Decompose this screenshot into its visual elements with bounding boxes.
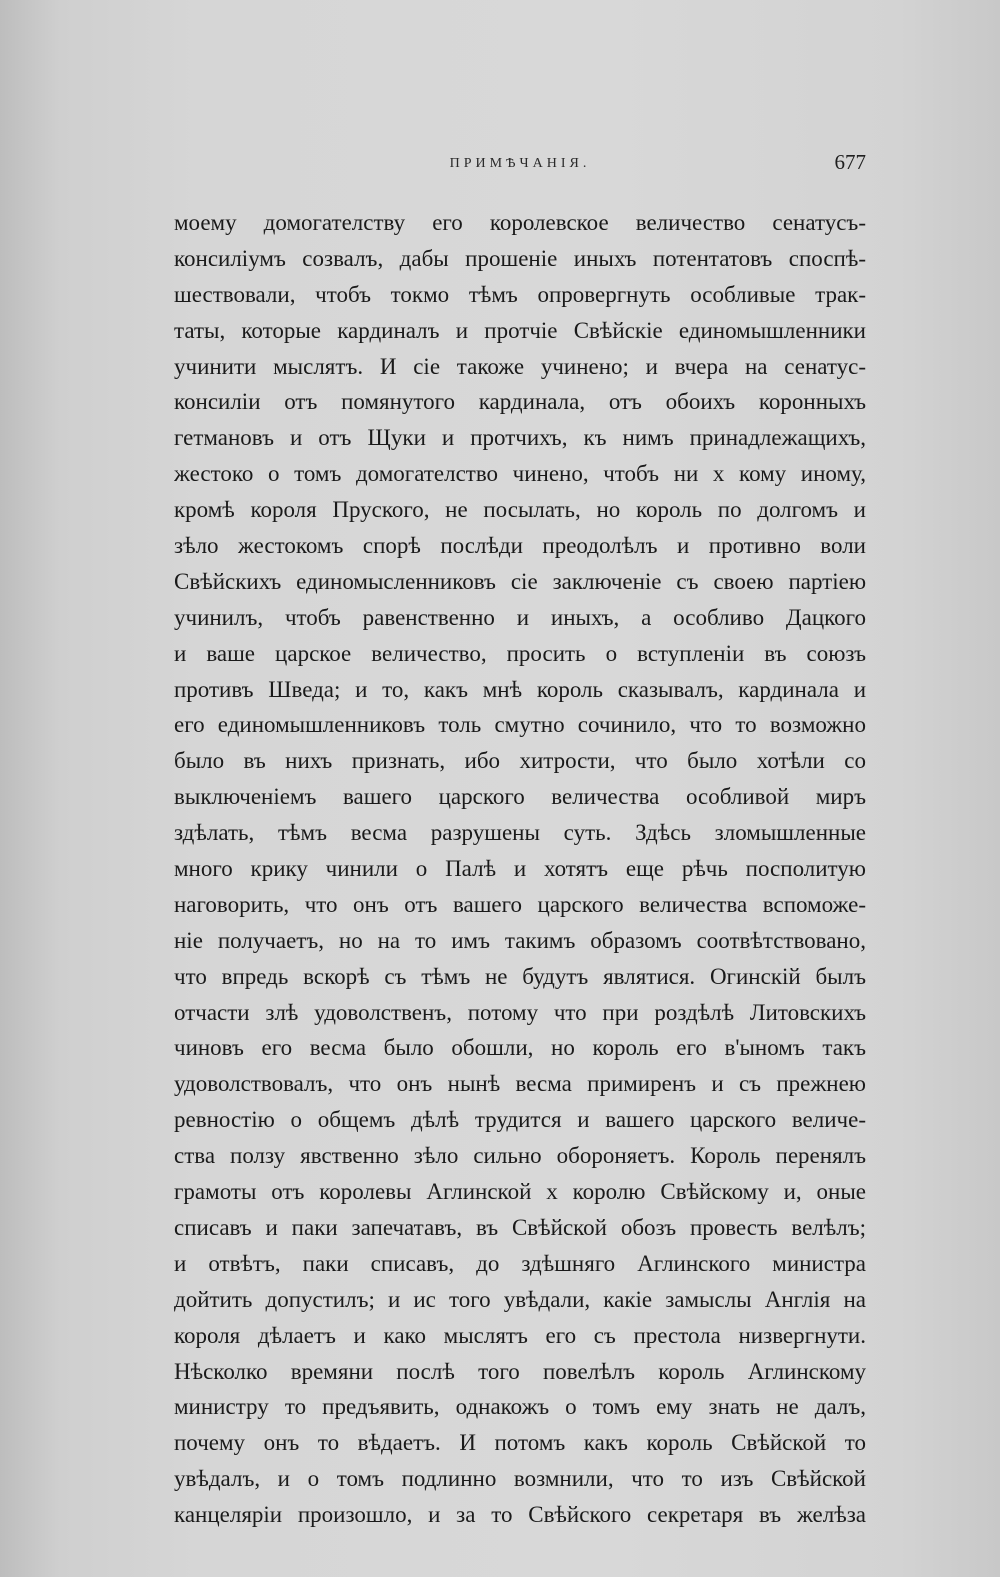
text-line: ства ползу явственно зѣло сильно обороняетъ. Король перенялъ xyxy=(174,1143,866,1169)
text-line: Свѣйскихъ единомысленниковъ сiе заключенiе съ своею партiею xyxy=(174,568,866,594)
text-line: здѣлать, тѣмъ весма разрушены суть. Здѣсь зломышленные xyxy=(174,820,866,846)
text-line: его единомышленниковъ толь смутно сочинило, что то возможно xyxy=(174,712,866,738)
text-line: выключенiемъ вашего царского величества особливой миръ xyxy=(174,784,866,810)
text-line: зѣло жестокомъ спорѣ послѣди преодолѣлъ и противно воли xyxy=(174,533,866,559)
text-line: грамоты отъ королевы Аглинской х королю Свѣйскому и, оные xyxy=(174,1179,866,1205)
text-line: консилiи отъ помянутого кардинала, отъ обоихъ коронныхъ xyxy=(174,389,866,415)
text-line: чиновъ его весма было обошли, но король его в'ыномъ такъ xyxy=(174,1035,866,1061)
text-line: нiе получаетъ, но на то имъ такимъ образомъ соотвѣтствовано, xyxy=(174,927,866,953)
text-line: моему домогателству его королевское величество сенатусъ- xyxy=(174,210,866,235)
text-line: и ваше царское величество, просить о вступленiи въ союзъ xyxy=(174,640,866,666)
section-title: ПРИМѢЧАНІЯ. xyxy=(449,156,591,171)
text-line: дойтить допустилъ; и ис того увѣдали, какiе замыслы Англiя на xyxy=(174,1286,866,1312)
text-line: что впредь вскорѣ съ тѣмъ не будутъ являтися. Огинскiй былъ xyxy=(174,963,866,989)
text-line: шествовали, чтобъ токмо тѣмъ опровергнуть особливые трак- xyxy=(174,281,866,307)
text-line: канцелярiи произошло, и за то Свѣйского секретаря въ желѣза xyxy=(174,1502,866,1528)
text-line: Нѣсколко времяни послѣ того повелѣлъ король Аглинскому xyxy=(174,1358,866,1384)
text-line: много крику чинили о Палѣ и хотятъ еще рѣчь посполитую xyxy=(174,856,866,882)
text-line: учинити мыслятъ. И сiе такоже учинено; и вчера на сенатус- xyxy=(174,353,866,379)
text-line: таты, которые кардиналъ и протчiе Свѣйскiе единомышленники xyxy=(174,317,866,343)
text-line: отчасти злѣ удоволственъ, потому что при роздѣлѣ Литовскихъ xyxy=(174,999,866,1025)
text-line: ревностiю о общемъ дѣлѣ трудится и вашего царского величе- xyxy=(174,1107,866,1133)
text-line: почему онъ то вѣдаетъ. И потомъ какъ король Свѣйской то xyxy=(174,1430,866,1456)
text-line: учинилъ, чтобъ равенственно и иныхъ, а особливо Дацкого xyxy=(174,604,866,630)
text-line: кромѣ короля Пруского, не посылать, но король по долгомъ и xyxy=(174,497,866,523)
text-line: списавъ и паки запечатавъ, въ Свѣйской обозъ провесть велѣлъ; xyxy=(174,1214,866,1240)
body-text xyxy=(174,205,866,1533)
running-head xyxy=(174,150,866,180)
text-line: удоволствовалъ, что онъ нынѣ весма примиренъ и съ прежнею xyxy=(174,1071,866,1097)
page-number: 677 xyxy=(834,150,866,174)
text-line: консилiумъ созвалъ, дабы прошенiе иныхъ потентатовъ споспѣ- xyxy=(174,245,866,271)
text-line: противъ Шведа; и то, какъ мнѣ король сказывалъ, кардинала и xyxy=(174,676,866,702)
text-line: было въ нихъ признать, ибо хитрости, что было хотѣли со xyxy=(174,748,866,774)
text-line: наговорить, что онъ отъ вашего царского величества вспоможе- xyxy=(174,891,866,917)
text-line: короля дѣлаетъ и како мыслятъ его съ престола низвергнути. xyxy=(174,1322,866,1348)
text-line: и отвѣтъ, паки списавъ, до здѣшняго Аглинского министра xyxy=(174,1250,866,1276)
text-line: увѣдалъ, и о томъ подлинно возмнили, что то изъ Свѣйской xyxy=(174,1466,866,1492)
text-line: министру то предъявить, однакожъ о томъ ему знать не далъ, xyxy=(174,1394,866,1420)
text-line: гетмановъ и отъ Щуки и протчихъ, къ нимъ принадлежащихъ, xyxy=(174,425,866,451)
text-line: жестоко о томъ домогателство чинено, чтобъ ни х кому иному, xyxy=(174,461,866,487)
